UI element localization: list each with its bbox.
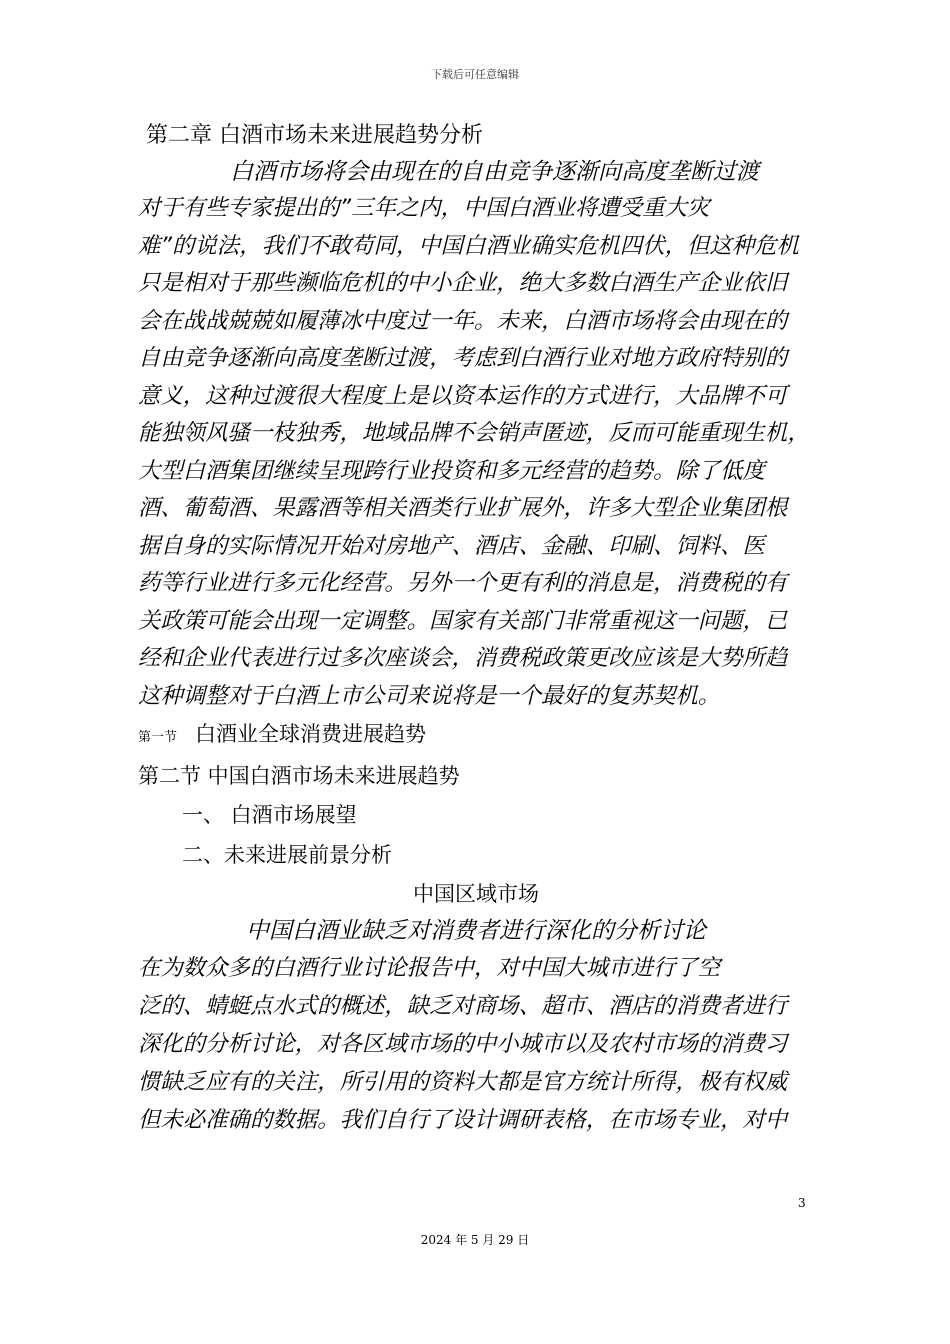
document-body — [138, 118, 814, 1139]
paragraph-2 — [138, 949, 814, 1139]
section-1-label: 第一节 — [138, 730, 178, 745]
paragraph-line: 经和企业代表进行过多次座谈会，消费税政策更改应该是大势所趋 — [138, 645, 788, 671]
section-1-title: 白酒业全球消费进展趋势 — [195, 722, 427, 746]
center-heading: 中国区域市场 — [413, 882, 539, 906]
footer-date: 2024 年 5 月 29 日 — [420, 1233, 530, 1247]
paragraph-1 — [138, 190, 814, 715]
paragraph-line: 据自身的实际情况开始对房地产、酒店、金融、印刷、饲料、医 — [138, 532, 765, 559]
paragraph-line: 泛的、蜻蜓点水式的概述，缺乏对商场、超市、酒店的消费者进行 — [138, 993, 788, 1019]
paragraph-line: 自由竞争逐渐向高度垄断过渡，考虑到白酒行业对地方政府特别的 — [138, 345, 788, 371]
section-subtitle: 白酒市场将会由现在的自由竞争逐渐向高度垄断过渡 — [230, 159, 759, 185]
paragraph-line: 难”的说法，我们不敢苟同，中国白酒业确实危机四伏，但这种危机 — [138, 232, 799, 259]
paragraph-line: 意义，这种过渡很大程度上是以资本运作的方式进行，大品牌不可 — [138, 382, 788, 409]
header-note: 下载后可任意编辑 — [431, 68, 519, 81]
section-subtitle-2: 中国白酒业缺乏对消费者进行深化的分析讨论 — [246, 918, 706, 944]
section-2-heading: 第二节 中国白酒市场未来进展趋势 — [138, 764, 460, 788]
paragraph-line: 能独领风骚一枝独秀，地域品牌不会销声匿迹，反而可能重现生机， — [138, 420, 810, 446]
section-1-heading — [138, 715, 814, 757]
paragraph-line: 酒、葡萄酒、果露酒等相关酒类行业扩展外，许多大型企业集团根 — [138, 495, 788, 521]
paragraph-line: 在为数众多的白酒行业讨论报告中，对中国大城市进行了空 — [138, 955, 721, 981]
chapter-title: 第二章 白酒市场未来进展趋势分析 — [146, 123, 483, 148]
paragraph-line: 但未必准确的数据。我们自行了设计调研表格，在市场专业，对中 — [138, 1107, 788, 1133]
paragraph-line: 这种调整对于白酒上市公司来说将是一个最好的复苏契机。 — [138, 682, 721, 709]
paragraph-line: 关政策可能会出现一定调整。国家有关部门非常重视这一问题，已 — [138, 607, 788, 634]
paragraph-line: 会在战战兢兢如履薄冰中度过一年。未来，白酒市场将会由现在的 — [138, 307, 788, 334]
list-item-2: 二、未来进展前景分析 — [182, 843, 392, 867]
paragraph-line: 只是相对于那些濒临危机的中小企业，绝大多数白酒生产企业依旧 — [138, 270, 788, 296]
paragraph-line: 惯缺乏应有的关注，所引用的资料大都是官方统计所得，极有权威 — [138, 1069, 788, 1095]
list-item-1: 一、 白酒市场展望 — [182, 803, 357, 827]
paragraph-line: 药等行业进行多元化经营。另外一个更有利的消息是，消费税的有 — [138, 570, 788, 596]
paragraph-line: 大型白酒集团继续呈现跨行业投资和多元经营的趋势。除了低度 — [138, 457, 765, 484]
page-number: 3 — [798, 1196, 806, 1210]
paragraph-line: 深化的分析讨论，对各区域市场的中小城市以及农村市场的消费习 — [138, 1031, 788, 1057]
paragraph-line: 对于有些专家提出的”三年之内，中国白酒业将遭受重大灾 — [138, 195, 710, 221]
